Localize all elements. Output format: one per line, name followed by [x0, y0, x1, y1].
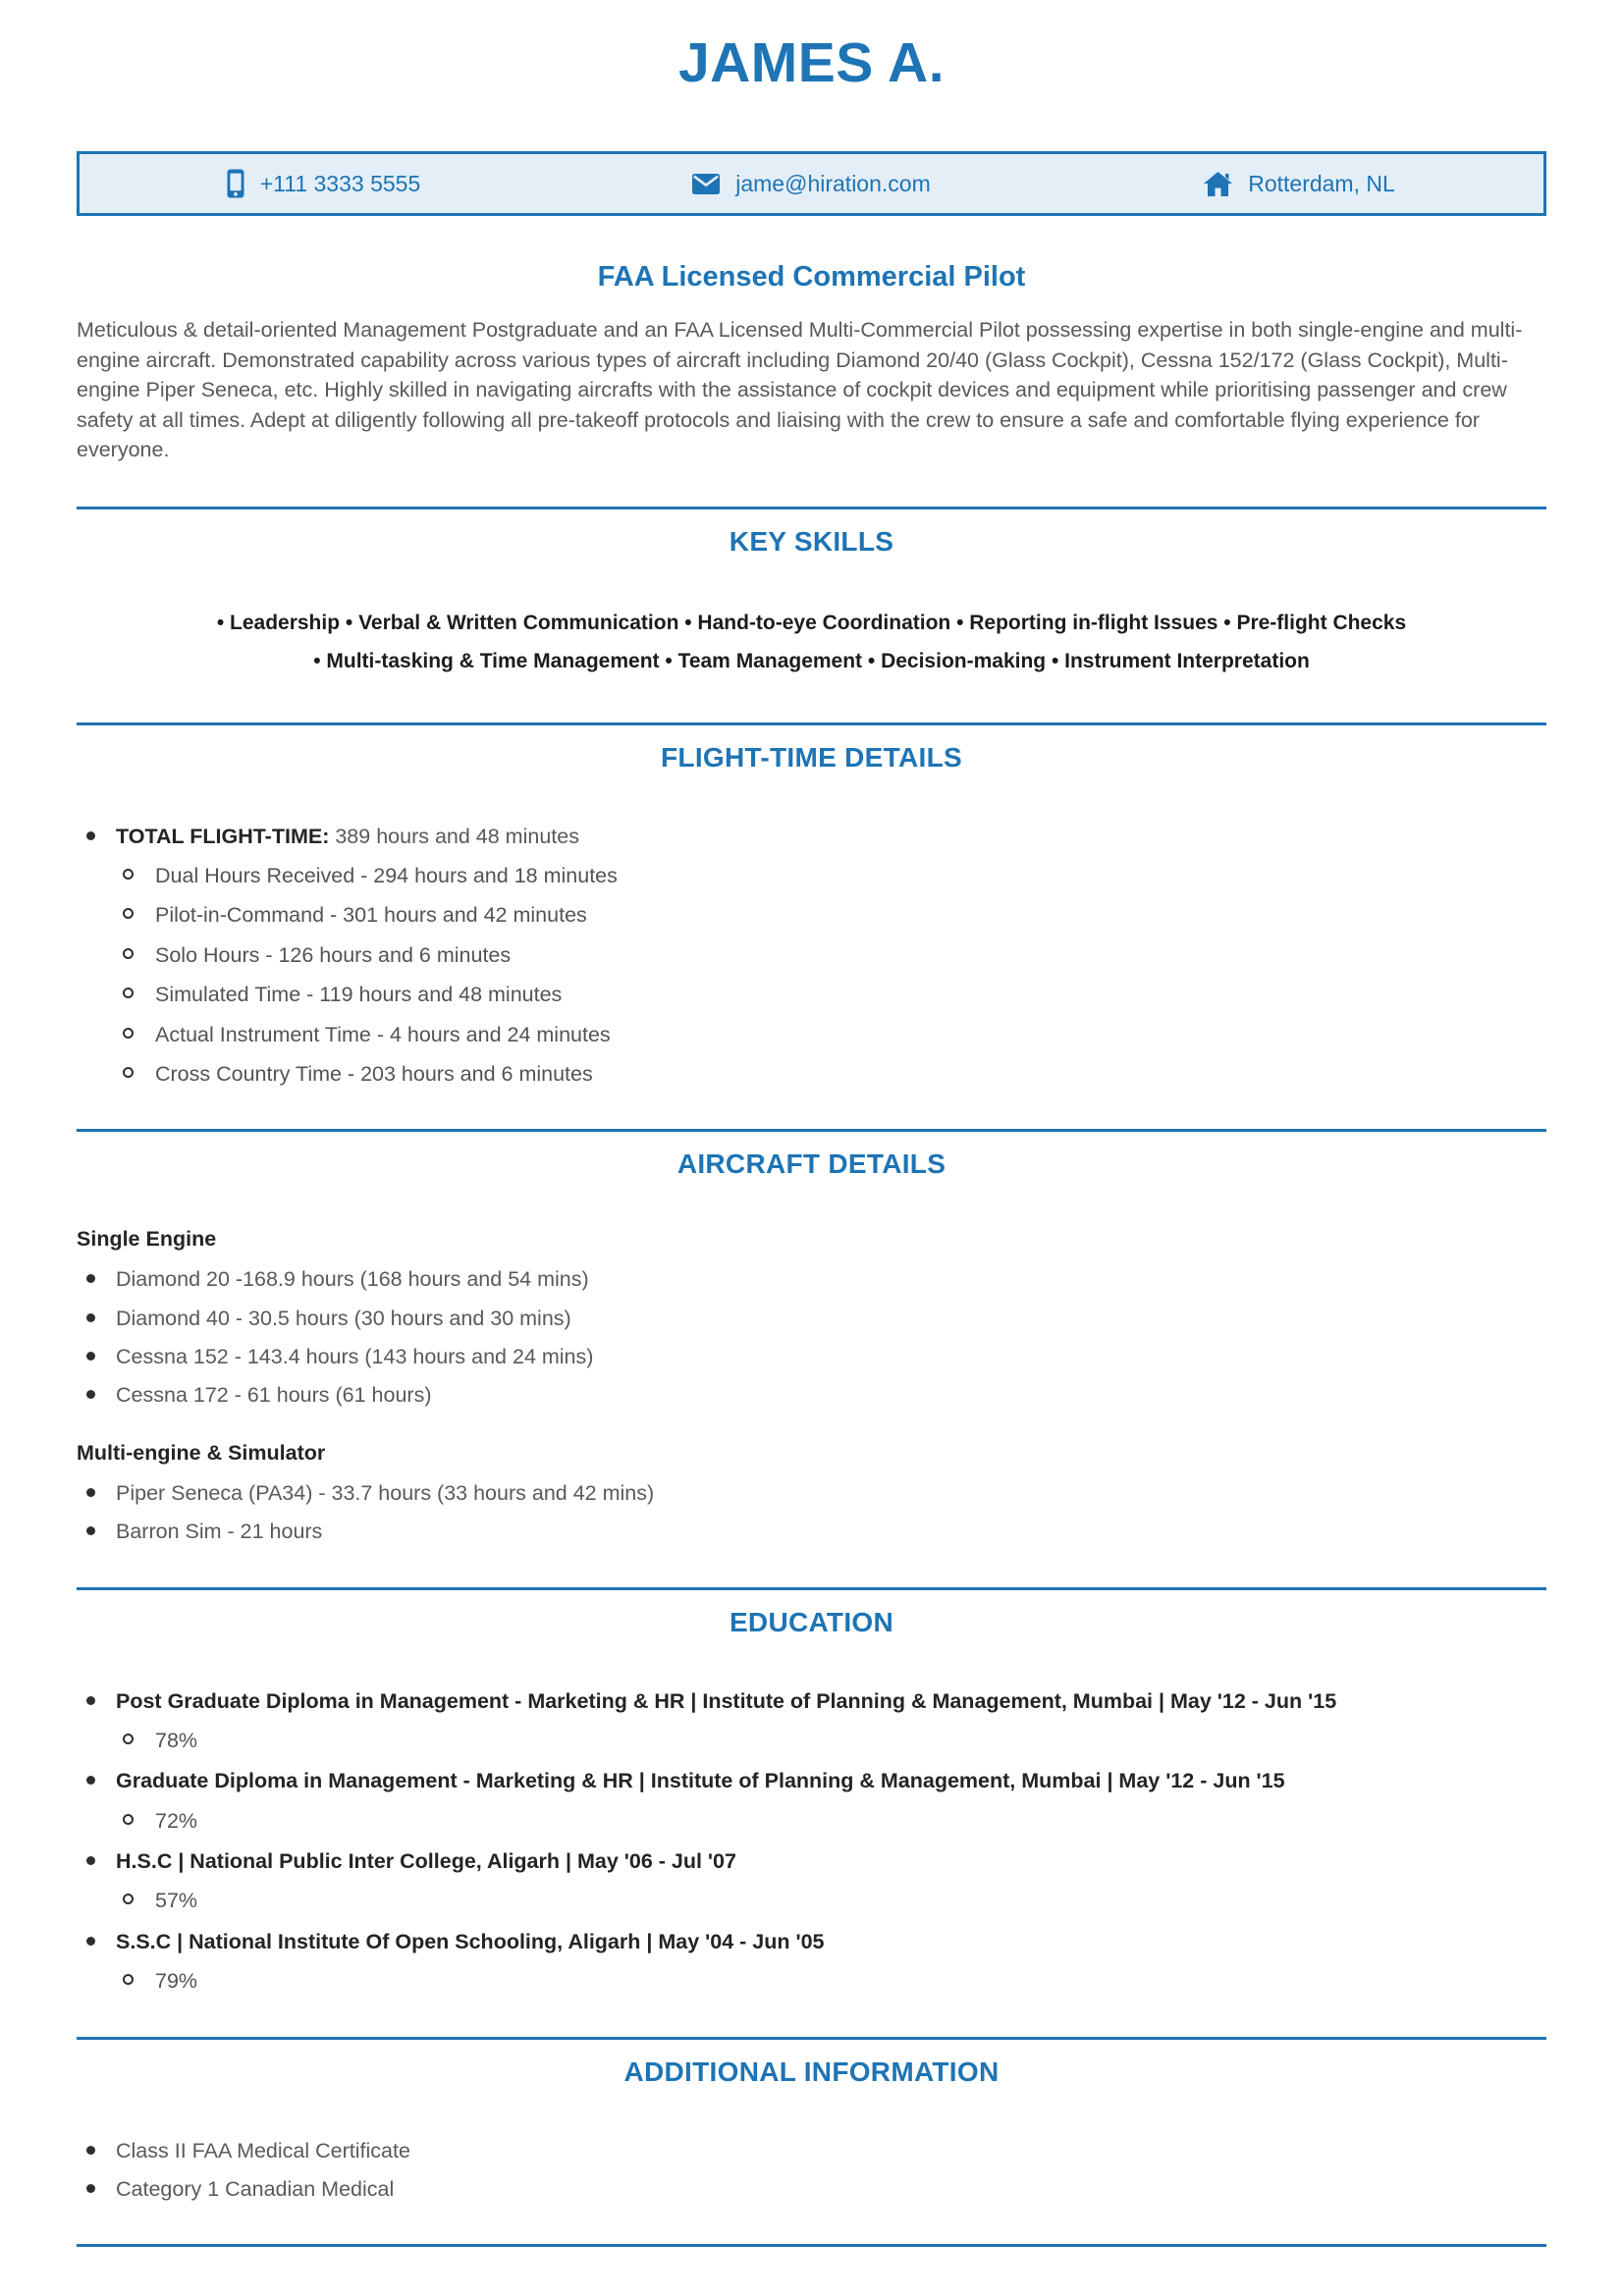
summary-text: Meticulous & detail-oriented Management Postgraduate and an FAA Licensed Multi-Commercial Pilot possessing expertise in both single-engine and multi-engine aircraft. Demonstrated capability across various types of aircraft including Diamond 20/40 (Glass Cockpit), Cessna 152/172 (Glass Cockpit), Multi-engine Piper Seneca, etc. Highly skilled in navigating aircrafts with the assistance of cockpit devices and equipment while prioritising passenger and crew safety at all times. Adept at diligently following all pre-takeoff protocols and liaising with the crew to ensure a safe and comfortable flying experience for everyone. [77, 318, 1523, 462]
key-skills-block [77, 605, 1546, 681]
flight-time-total [77, 823, 1546, 1089]
mail-icon [692, 174, 720, 194]
contact-bar [77, 151, 1546, 216]
contact-location [1055, 171, 1543, 197]
flight-time-total-value: 389 hours and 48 minutes [329, 824, 579, 848]
additional-info-item: Class II FAA Medical Certificate [77, 2137, 1546, 2164]
section-divider [77, 722, 1546, 725]
flight-time-item: Simulated Time - 119 hours and 48 minutes [116, 981, 1546, 1008]
profile-title: FAA Licensed Commercial Pilot [597, 261, 1026, 294]
education-degree-line: Graduate Diploma in Management - Marketing & HR | Institute of Planning & Management, Mumbai | May '12 - Jun '15 [116, 1769, 1285, 1793]
education-entry [77, 1847, 1546, 1915]
flight-time-item: Actual Instrument Time - 4 hours and 24 minutes [116, 1021, 1546, 1048]
education-degree-line: H.S.C | National Public Inter College, Aligarh | May '06 - Jul '07 [116, 1849, 736, 1874]
education-score: 79% [116, 1967, 1546, 1995]
education-list [77, 1687, 1546, 1996]
additional-info-list [77, 2137, 1546, 2204]
education-score: 72% [116, 1807, 1546, 1835]
education-entry [77, 1928, 1546, 1996]
page-end-divider [77, 2244, 1546, 2247]
education-degree-line: S.S.C | National Institute Of Open Schooling, Aligarh | May '04 - Jun '05 [116, 1929, 825, 1953]
section-divider [77, 1129, 1546, 1132]
additional-info-item: Category 1 Canadian Medical [77, 2175, 1546, 2203]
section-heading-additional: ADDITIONAL INFORMATION [623, 2056, 1000, 2087]
section-heading-key-skills: KEY SKILLS [729, 525, 894, 557]
section-divider [77, 507, 1546, 509]
home-icon [1204, 172, 1232, 196]
location-text: Rotterdam, NL [1248, 170, 1395, 196]
contact-email [568, 171, 1055, 197]
aircraft-item: Diamond 40 - 30.5 hours (30 hours and 30 mins) [77, 1305, 1546, 1332]
key-skills-line-2: • Multi-tasking & Time Management • Team Management • Decision-making • Instrument Interpretation [313, 649, 1310, 672]
aircraft-multi-engine-list [77, 1479, 1546, 1546]
aircraft-item: Cessna 152 - 143.4 hours (143 hours and 24 mins) [77, 1343, 1546, 1370]
phone-icon [227, 169, 244, 198]
education-score: 78% [116, 1727, 1546, 1754]
flight-time-item: Dual Hours Received - 294 hours and 18 minutes [116, 862, 1546, 889]
key-skills-line-1: • Leadership • Verbal & Written Communication • Hand-to-eye Coordination • Reporting in-flight Issues • Pre-flight Checks [216, 611, 1407, 634]
flight-time-item: Cross Country Time - 203 hours and 6 minutes [116, 1060, 1546, 1088]
flight-time-item: Solo Hours - 126 hours and 6 minutes [116, 941, 1546, 969]
flight-time-sublist [116, 862, 1546, 1088]
flight-time-total-label: TOTAL FLIGHT-TIME: [116, 824, 330, 848]
education-entry [77, 1687, 1546, 1755]
education-entry [77, 1767, 1546, 1835]
aircraft-group-title: Multi-engine & Simulator [77, 1440, 326, 1465]
education-score: 57% [116, 1887, 1546, 1914]
education-degree-line: Post Graduate Diploma in Management - Marketing & HR | Institute of Planning & Management, Mumbai | May '12 - Jun '15 [116, 1688, 1337, 1713]
section-heading-aircraft: AIRCRAFT DETAILS [676, 1148, 947, 1180]
aircraft-single-engine-list [77, 1265, 1546, 1410]
phone-number: +111 3333 5555 [259, 170, 421, 196]
flight-time-item: Pilot-in-Command - 301 hours and 42 minutes [116, 901, 1546, 929]
section-divider [77, 1587, 1546, 1590]
aircraft-item: Barron Sim - 21 hours [77, 1518, 1546, 1545]
section-heading-flight-time: FLIGHT-TIME DETAILS [661, 741, 962, 773]
aircraft-group-title: Single Engine [77, 1227, 217, 1252]
section-divider [77, 2037, 1546, 2040]
aircraft-item: Piper Seneca (PA34) - 33.7 hours (33 hours and 42 mins) [77, 1479, 1546, 1507]
candidate-name: JAMES A. [677, 31, 946, 94]
flight-time-list [77, 823, 1546, 1089]
aircraft-item: Cessna 172 - 61 hours (61 hours) [77, 1381, 1546, 1409]
section-heading-education: EDUCATION [729, 1606, 894, 1637]
email-address: jame@hiration.com [735, 170, 931, 196]
aircraft-item: Diamond 20 -168.9 hours (168 hours and 54 mins) [77, 1265, 1546, 1293]
contact-phone [80, 169, 568, 198]
